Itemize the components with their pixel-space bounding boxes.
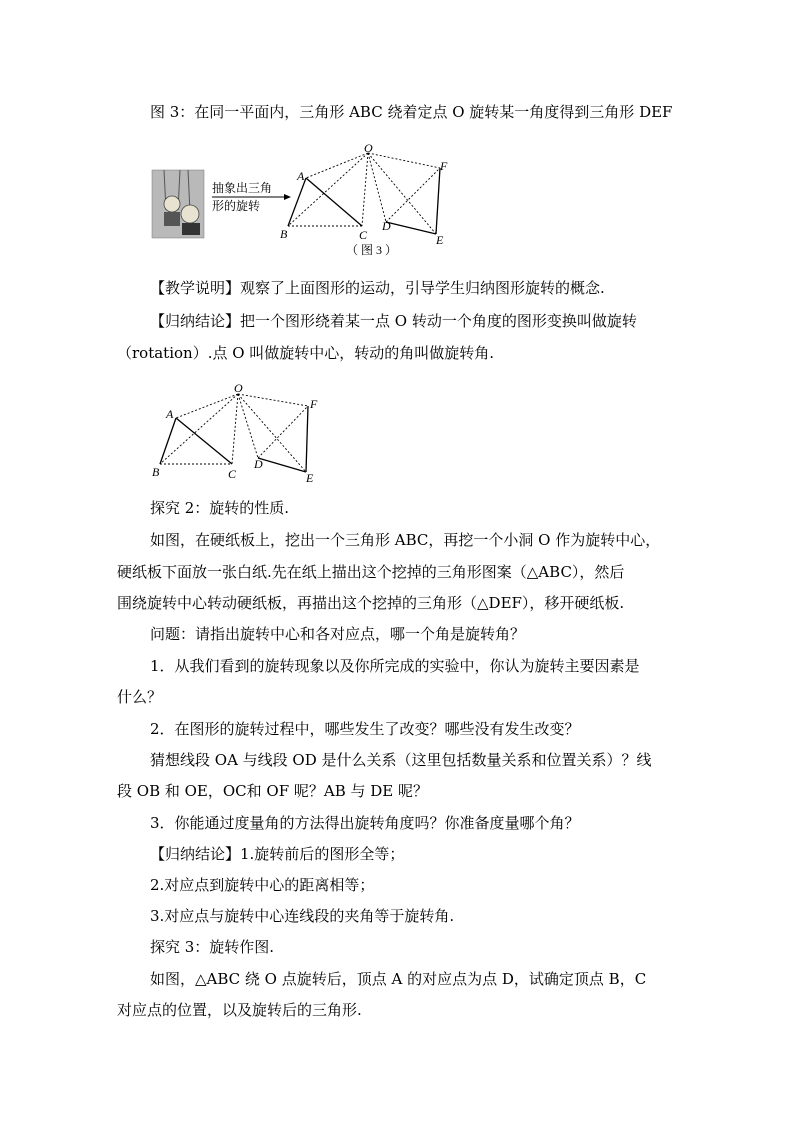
figure-3 (150, 140, 470, 260)
label-d: D (382, 219, 391, 233)
label-c: C (228, 467, 237, 481)
arrow-label-line1: 抽象出三角 (212, 181, 273, 195)
conclusion-3: 3.对应点与旋转中心连线段的夹角等于旋转角. (150, 907, 455, 925)
question-2: 2．在图形的旋转过程中，哪些发生了改变？哪些没有发生改变？ (150, 720, 580, 738)
label-a: A (297, 169, 305, 183)
experiment-line1: 如图，在硬纸板上，挖出一个三角形 ABC，再挖一个小洞 O 作为旋转中心， (150, 531, 661, 549)
label-o: O (364, 141, 373, 155)
label-c: C (359, 228, 368, 242)
label-e: E (306, 471, 314, 485)
figure-3-svg (150, 140, 470, 260)
conjecture-line1: 猜想线段 OA 与线段 OD 是什么关系（这里包括数量关系和位置关系）？线 (150, 751, 652, 769)
figure-caption: （ 图 3 ） (346, 243, 398, 257)
construction-line1: 如图，△ABC 绕 O 点旋转后，顶点 A 的对应点为点 D，试确定顶点 B，C (150, 970, 647, 988)
label-b: B (152, 465, 160, 479)
explore-2-heading: 探究 2：旋转的性质. (150, 499, 290, 517)
conjecture-line2: 段 OB 和 OE，OC和 OF 呢？AB 与 DE 呢？ (117, 782, 429, 800)
conclusion-2: 2.对应点到旋转中心的距离相等； (150, 876, 375, 894)
rotation-diagram (280, 141, 448, 247)
label-o: O (234, 381, 243, 395)
label-e: E (436, 233, 444, 247)
conclusion-definition-line2: （rotation）.点 O 叫做旋转中心，转动的角叫做旋转角. (117, 344, 495, 362)
experiment-line3: 围绕旋转中心转动硬纸板，再描出这个挖掉的三角形（△DEF），移开硬纸板. (117, 594, 625, 612)
experiment-line2: 硬纸板下面放一张白纸.先在纸上描出这个挖掉的三角形图案（△ABC），然后 (117, 563, 625, 581)
label-f: F (310, 397, 318, 411)
figure-3-description: 图 3：在同一平面内，三角形 ABC 绕着定点 O 旋转某一角度得到三角形 DEF (150, 103, 673, 121)
question: 问题：请指出旋转中心和各对应点，哪一个角是旋转角？ (150, 625, 526, 643)
label-f: F (440, 159, 448, 173)
teaching-note: 【教学说明】观察了上面图形的运动，引导学生归纳图形旋转的概念. (150, 279, 605, 297)
conclusion-definition-line1: 【归纳结论】把一个图形绕着某一点 O 转动一个角度的图形变换叫做旋转 (150, 312, 637, 330)
label-d: D (254, 457, 263, 471)
conclusion-1: 【归纳结论】1.旋转前后的图形全等； (150, 845, 405, 863)
explore-3-heading: 探究 3：旋转作图. (150, 938, 275, 956)
question-3: 3．你能通过度量角的方法得出旋转角度吗？你准备度量哪个角？ (150, 814, 580, 832)
swing-photo-image (152, 170, 204, 238)
label-a: A (166, 407, 174, 421)
question-1-line2: 什么？ (117, 688, 163, 706)
question-1-line1: 1．从我们看到的旋转现象以及你所完成的实验中，你认为旋转主要因素是 (150, 657, 640, 675)
figure-rotation-2 (148, 380, 328, 490)
construction-line2: 对应点的位置，以及旋转后的三角形. (117, 1001, 362, 1019)
figure-rotation-2-svg (148, 380, 328, 490)
label-b: B (280, 227, 288, 241)
arrow-label-line2: 形的旋转 (212, 199, 261, 213)
